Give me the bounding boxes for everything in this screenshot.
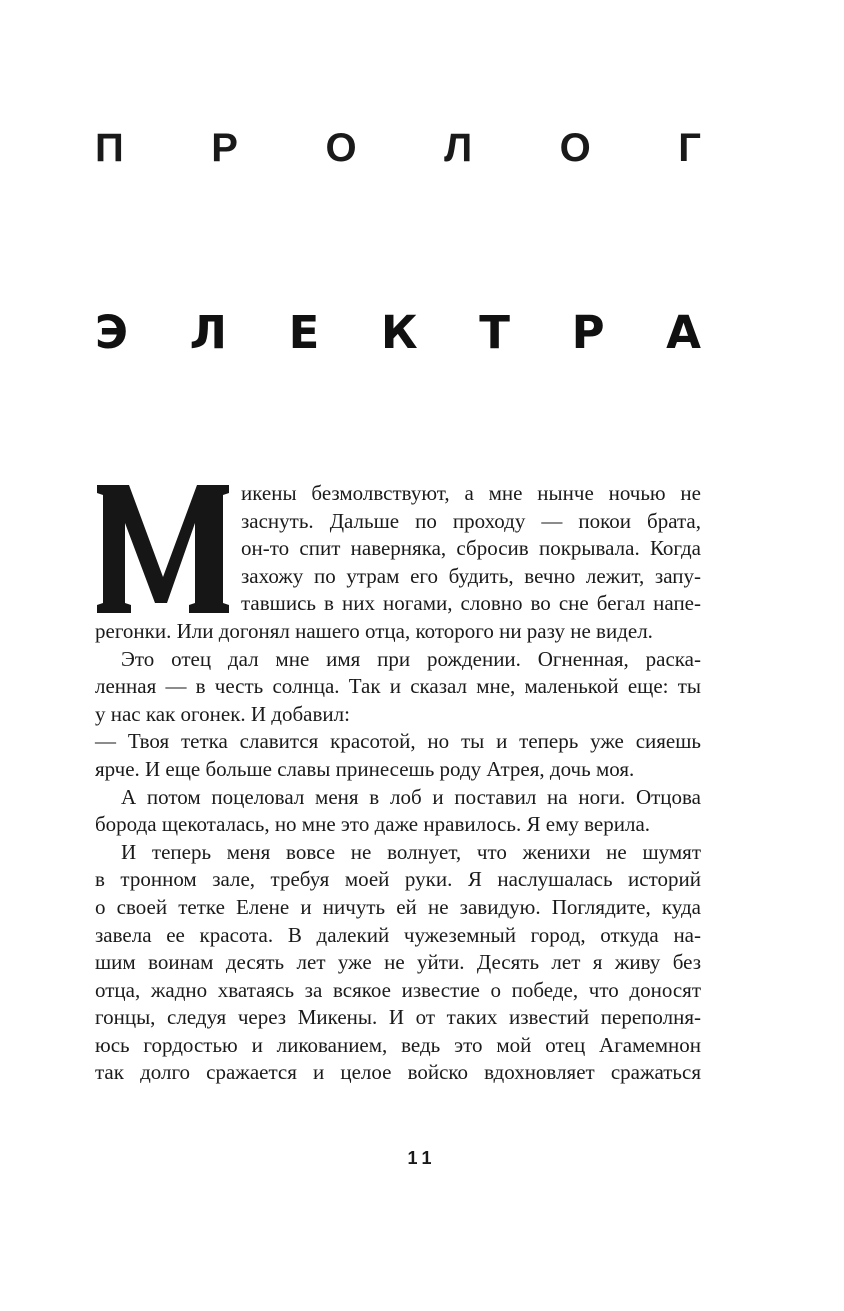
text-line: гонцы, следуя через Микены. И от таких известий переполня- [95, 1005, 701, 1030]
page-number: 11 [407, 1148, 437, 1168]
section-label-letter: Г [678, 126, 701, 170]
section-label [95, 128, 701, 168]
text-line: шим воинам десять лет уже не уйти. Десять лет я живу без [95, 950, 701, 975]
text-line: И теперь меня вовсе не волнует, что женихи не шумят [121, 839, 701, 864]
text-line: в тронном зале, требуя моей руки. Я наслушалась историй [95, 867, 701, 892]
body-text [95, 480, 701, 1087]
chapter-title-letter: Л [189, 306, 227, 359]
text-line: ярче. И еще больше славы принесешь роду Атрея, дочь моя. [95, 756, 635, 781]
section-label-letter: О [325, 126, 357, 170]
chapter-title-letter: Э [95, 306, 129, 359]
text-line: юсь гордостью и ликованием, ведь это мой отец Агамемнон [95, 1032, 701, 1057]
text-line: Это отец дал мне имя при рождении. Огненная, раска- [121, 646, 701, 671]
text-line: тавшись в них ногами, словно во сне бегал напе- [241, 591, 701, 616]
text-line: захожу по утрам его будить, вечно лежит, запу- [241, 563, 701, 588]
section-label-letter: П [95, 126, 124, 170]
chapter-title-letter: К [380, 306, 418, 359]
text-line: он-то спит наверняка, сбросив покрывала. Когда [241, 536, 701, 561]
text-line: у нас как огонек. И добавил: [95, 701, 350, 726]
text-line: ленная — в честь солнца. Так и сказал мне, маленькой еще: ты [95, 674, 701, 699]
section-label-letter: Л [444, 126, 473, 170]
text-line: заснуть. Дальше по проходу — покои брата, [241, 508, 701, 533]
text-line: — Твоя тетка славится красотой, но ты и теперь уже сияешь [95, 729, 701, 754]
section-label-letter: О [559, 126, 591, 170]
text-line: борода щекоталась, но мне это даже нравилось. Я ему верила. [95, 812, 651, 837]
text-line: регонки. Или догонял нашего отца, которого ни разу не видел. [95, 618, 653, 643]
chapter-title [95, 306, 701, 359]
text-line: так долго сражается и целое войско вдохновляет сражаться [95, 1060, 701, 1085]
chapter-title-letter: Е [288, 306, 320, 359]
text-line: А потом поцеловал меня в лоб и поставил на ноги. Отцова [121, 784, 701, 809]
chapter-title-letter: Р [571, 306, 605, 359]
chapter-title-letter: Т [479, 306, 510, 359]
text-line: икены безмолвствуют, а мне нынче ночью не [241, 481, 701, 505]
text-line: о своей тетке Елене и ничуть ей не завидую. Поглядите, куда [95, 894, 701, 919]
section-label-letter: Р [211, 126, 238, 170]
chapter-title-letter: А [666, 306, 701, 359]
text-line: завела ее красота. В далекий чужеземный город, откуда на- [95, 922, 701, 947]
text-line: отца, жадно хватаясь за всякое известие о победе, что доносят [95, 977, 701, 1002]
